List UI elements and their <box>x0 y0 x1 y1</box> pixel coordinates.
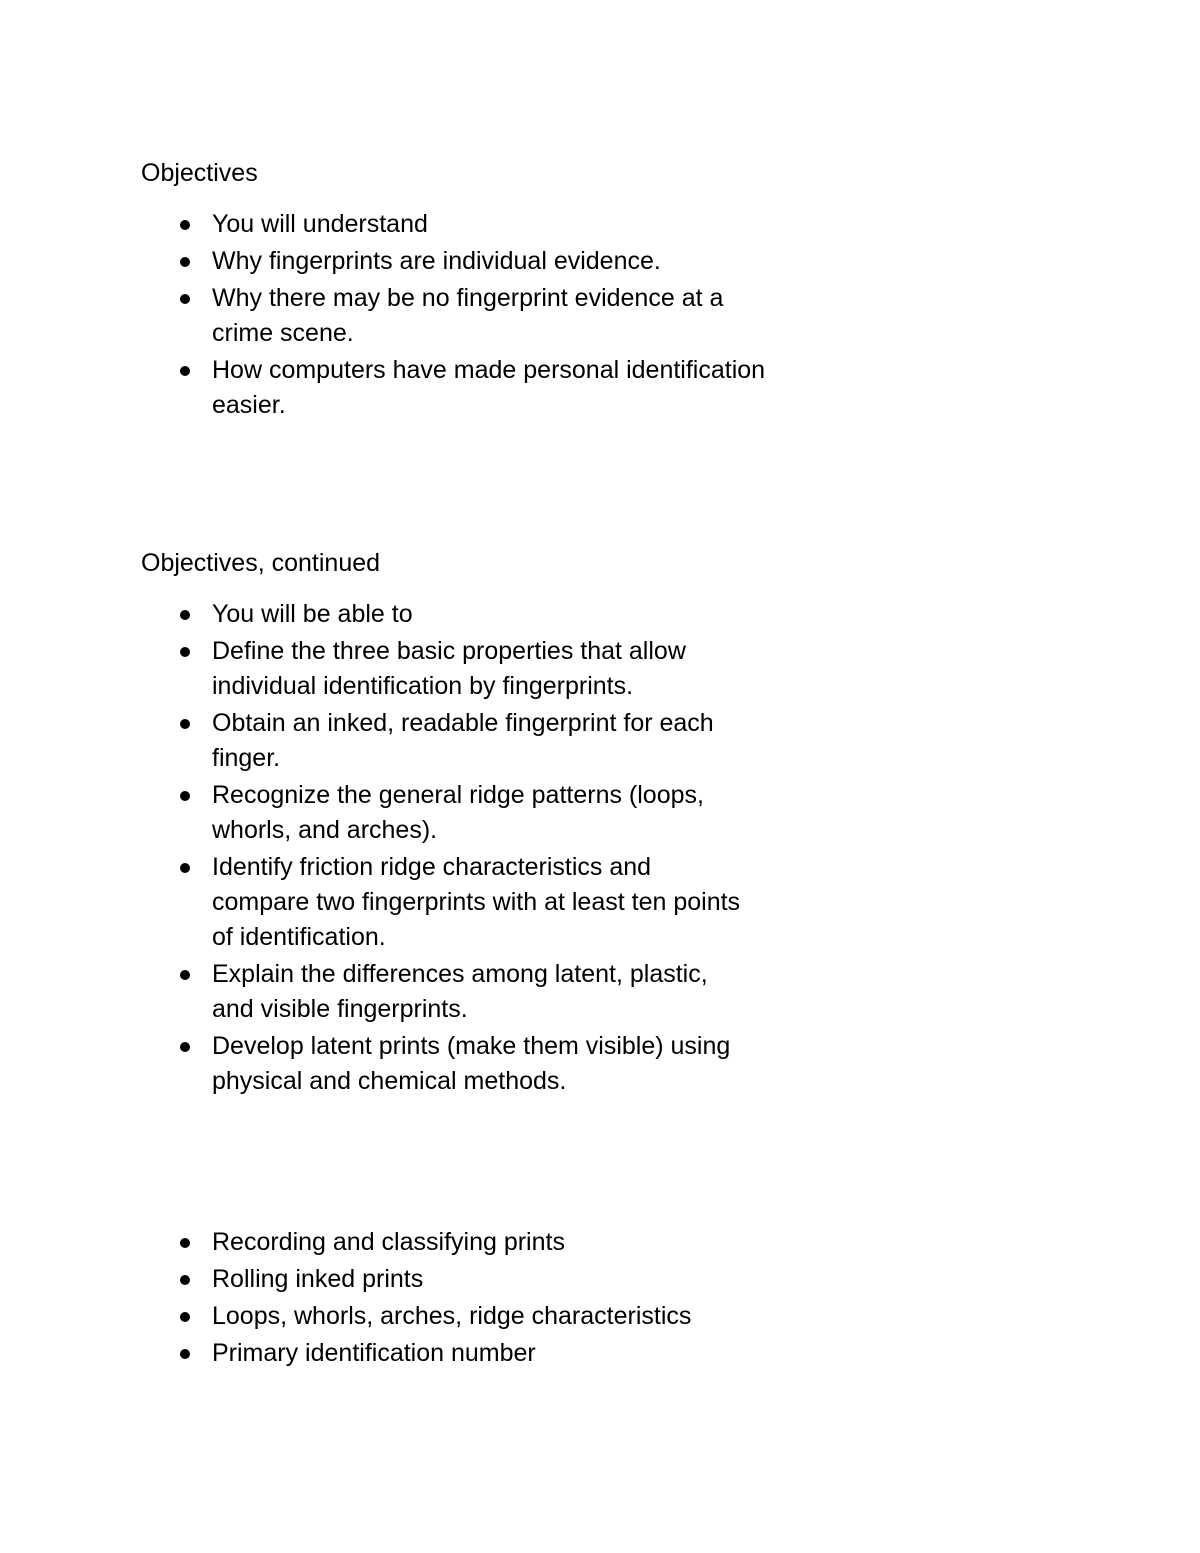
list-item-text: of identification. <box>212 923 386 951</box>
list-item-text: Recognize the general ridge patterns (loops, <box>212 781 704 809</box>
list-item <box>0 597 740 632</box>
bullet-icon <box>180 791 190 801</box>
bullet-icon <box>180 1042 190 1052</box>
bullet-icon <box>180 610 190 620</box>
bullet-icon <box>180 257 190 267</box>
list-item-text: Identify friction ridge characteristics and <box>212 853 652 881</box>
list-item-text: and visible fingerprints. <box>212 995 468 1023</box>
list-item <box>0 778 740 848</box>
list-item <box>0 957 740 1027</box>
list-item <box>0 207 765 242</box>
list-item-text: Rolling inked prints <box>212 1265 424 1293</box>
list-item <box>0 634 740 704</box>
list-item <box>0 281 765 351</box>
bullet-icon <box>180 970 190 980</box>
bullet-icon <box>180 719 190 729</box>
list-item-text: You will understand <box>212 210 428 238</box>
list-item <box>0 1299 691 1334</box>
list-item-text: finger. <box>212 744 281 772</box>
objectives-continued-list <box>0 597 740 1099</box>
bullet-icon <box>180 647 190 657</box>
bullet-icon <box>180 1238 190 1248</box>
list-item <box>0 850 740 955</box>
list-item-text: Develop latent prints (make them visible) using <box>212 1032 731 1060</box>
list-item-text: How computers have made personal identification <box>212 356 766 384</box>
list-item-text: whorls, and arches). <box>212 816 438 844</box>
list-item-text: physical and chemical methods. <box>212 1067 567 1095</box>
list-item-text: individual identification by fingerprints. <box>212 672 634 700</box>
list-item <box>0 1225 691 1260</box>
bullet-icon <box>180 366 190 376</box>
list-item-text: Explain the differences among latent, plastic, <box>212 960 708 988</box>
bullet-icon <box>180 294 190 304</box>
list-item-text: compare two fingerprints with at least ten points <box>212 888 741 916</box>
section-heading-objectives-continued: Objectives, continued <box>141 549 381 577</box>
list-item-text: crime scene. <box>212 319 354 347</box>
list-item-text: Primary identification number <box>212 1339 536 1367</box>
list-item-text: Why there may be no fingerprint evidence at a <box>212 284 724 312</box>
bullet-icon <box>180 1349 190 1359</box>
list-item-text: Recording and classifying prints <box>212 1228 565 1256</box>
list-item <box>0 1029 740 1099</box>
list-item <box>0 244 765 279</box>
bullet-icon <box>180 220 190 230</box>
list-item <box>0 353 765 423</box>
bullet-icon <box>180 863 190 873</box>
list-item-text: Loops, whorls, arches, ridge characteristics <box>212 1302 692 1330</box>
section-heading-objectives: Objectives <box>141 159 258 187</box>
list-item-text: You will be able to <box>212 600 413 628</box>
objectives-list <box>0 207 765 423</box>
bullet-icon <box>180 1312 190 1322</box>
list-item <box>0 1262 691 1297</box>
list-item-text: easier. <box>212 391 286 419</box>
bullet-icon <box>180 1275 190 1285</box>
list-item <box>0 1336 691 1371</box>
list-item-text: Why fingerprints are individual evidence. <box>212 247 661 275</box>
list-item-text: Define the three basic properties that allow <box>212 637 686 665</box>
list-item-text: Obtain an inked, readable fingerprint for each <box>212 709 714 737</box>
list-item <box>0 706 740 776</box>
recording-list <box>0 1225 691 1371</box>
